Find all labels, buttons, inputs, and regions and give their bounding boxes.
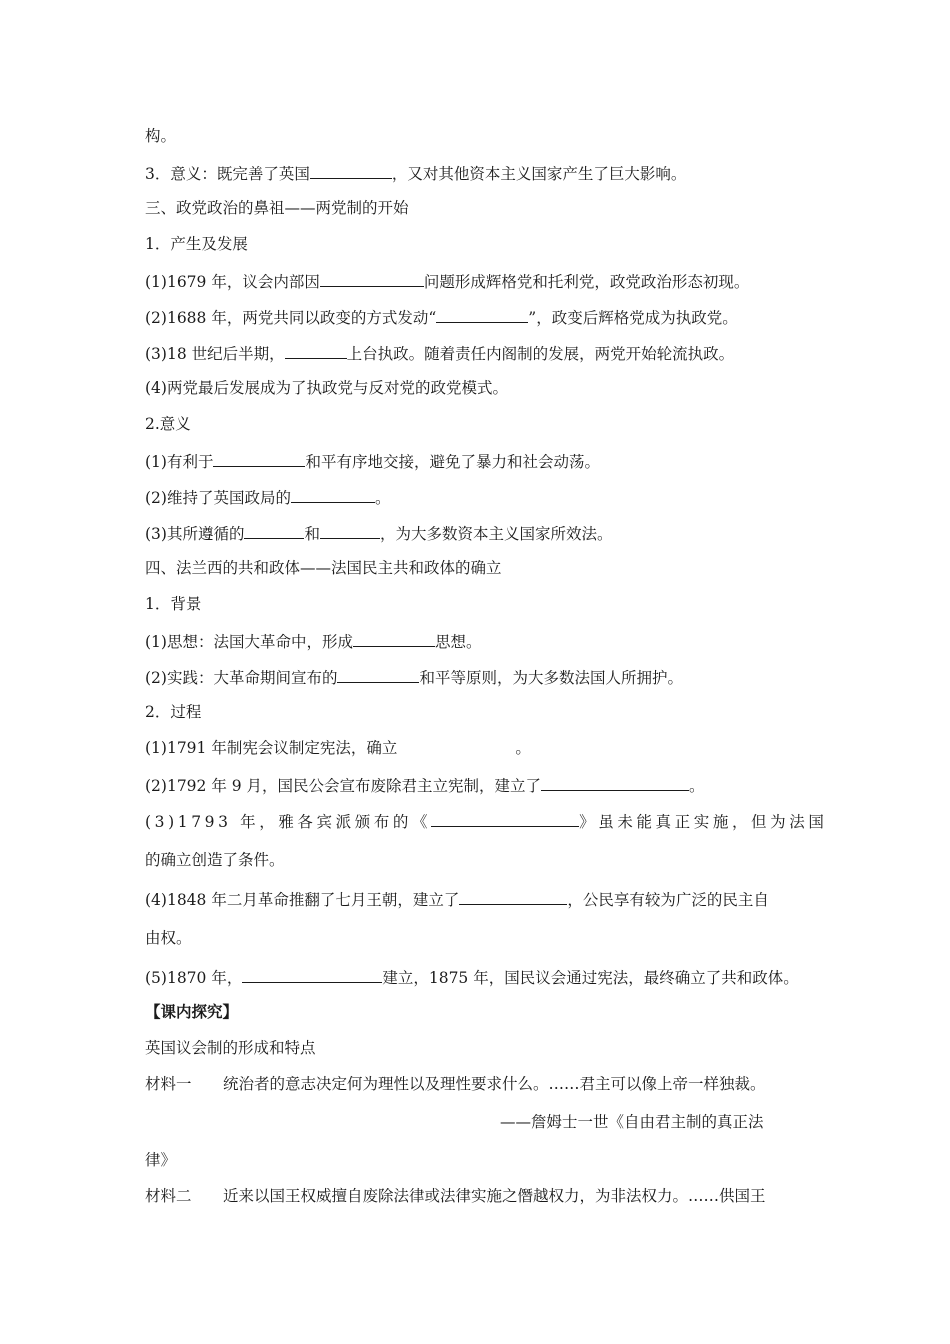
material-line: 材料二 近来以国王权威擅自废除法律或法律实施之僭越权力，为非法权力。……供国王 — [145, 1187, 766, 1205]
text-line: 3．意义：既完善了英国 ，又对其他资本主义国家产生了巨大影响。 — [145, 162, 686, 184]
section-heading: 四、法兰西的共和政体——法国民主共和政体的确立 — [145, 559, 502, 577]
text-line: (1)思想：法国大革命中，形成 思想。 — [145, 630, 481, 652]
section-heading: 三、政党政治的鼻祖——两党制的开始 — [145, 199, 409, 217]
answer-blank[interactable] — [320, 522, 380, 539]
answer-blank[interactable] — [213, 450, 305, 467]
subsection-heading: 2.意义 — [145, 415, 191, 433]
answer-blank[interactable] — [244, 522, 304, 539]
answer-blank[interactable] — [459, 888, 567, 905]
text-line: (5)1870 年， 建立，1875 年，国民议会通过宪法，最终确立了共和政体。 — [145, 966, 799, 988]
material-label: 材料二 — [145, 1187, 192, 1205]
text-line: (3)1793 年，雅各宾派颁布的《 》虽未能真正实施，但为法国 — [145, 810, 827, 832]
answer-blank[interactable] — [310, 162, 392, 179]
text-line: 英国议会制的形成和特点 — [145, 1039, 316, 1057]
answer-blank[interactable] — [337, 666, 419, 683]
text-line: (3)其所遵循的 和 ，为大多数资本主义国家所效法。 — [145, 522, 613, 544]
answer-blank[interactable] — [431, 810, 579, 827]
answer-blank[interactable] — [242, 966, 382, 983]
answer-blank[interactable] — [541, 774, 689, 791]
answer-blank[interactable] — [320, 270, 424, 287]
text-line: (2)1792 年 9 月，国民公会宣布废除君主立宪制，建立了 。 — [145, 774, 705, 796]
answer-blank[interactable] — [436, 306, 528, 323]
text-line: (3)18 世纪后半期， 上台执政。随着责任内阁制的发展，两党开始轮流执政。 — [145, 342, 734, 364]
subsection-heading: 1．背景 — [145, 595, 202, 613]
answer-blank[interactable] — [285, 342, 347, 359]
material-line: 材料一 统治者的意志决定何为理性以及理性要求什么。……君主可以像上帝一样独裁。 — [145, 1075, 766, 1093]
text-line: (4)两党最后发展成为了执政党与反对党的政党模式。 — [145, 379, 508, 397]
text-line: (1)1679 年，议会内部因 问题形成辉格党和托利党，政党政治形态初现。 — [145, 270, 749, 292]
answer-blank[interactable] — [291, 486, 375, 503]
text-line: (1)有利于 和平有序地交接，避免了暴力和社会动荡。 — [145, 450, 600, 472]
section-heading: 【课内探究】 — [145, 1002, 239, 1021]
text-line: (2)实践：大革命期间宣布的 和平等原则，为大多数法国人所拥护。 — [145, 666, 683, 688]
text-line: 构。 — [145, 127, 177, 145]
text-line: 的确立创造了条件。 — [145, 851, 285, 869]
text-line: 由权。 — [145, 929, 192, 947]
text-line: (1)1791 年制宪会议制定宪法，确立 。 — [145, 739, 531, 757]
material-label: 材料一 — [145, 1075, 192, 1093]
subsection-heading: 2．过程 — [145, 703, 202, 721]
citation-line: ——詹姆士一世《自由君主制的真正法 — [500, 1113, 764, 1131]
text-line: (2)1688 年，两党共同以政变的方式发动“ ”，政变后辉格党成为执政党。 — [145, 306, 738, 328]
text-line: (2)维持了英国政局的 。 — [145, 486, 390, 508]
text-line: (4)1848 年二月革命推翻了七月王朝，建立了 ，公民享有较为广泛的民主自 — [145, 888, 769, 910]
subsection-heading: 1．产生及发展 — [145, 235, 248, 253]
answer-blank[interactable] — [353, 630, 435, 647]
citation-line: 律》 — [145, 1151, 177, 1169]
